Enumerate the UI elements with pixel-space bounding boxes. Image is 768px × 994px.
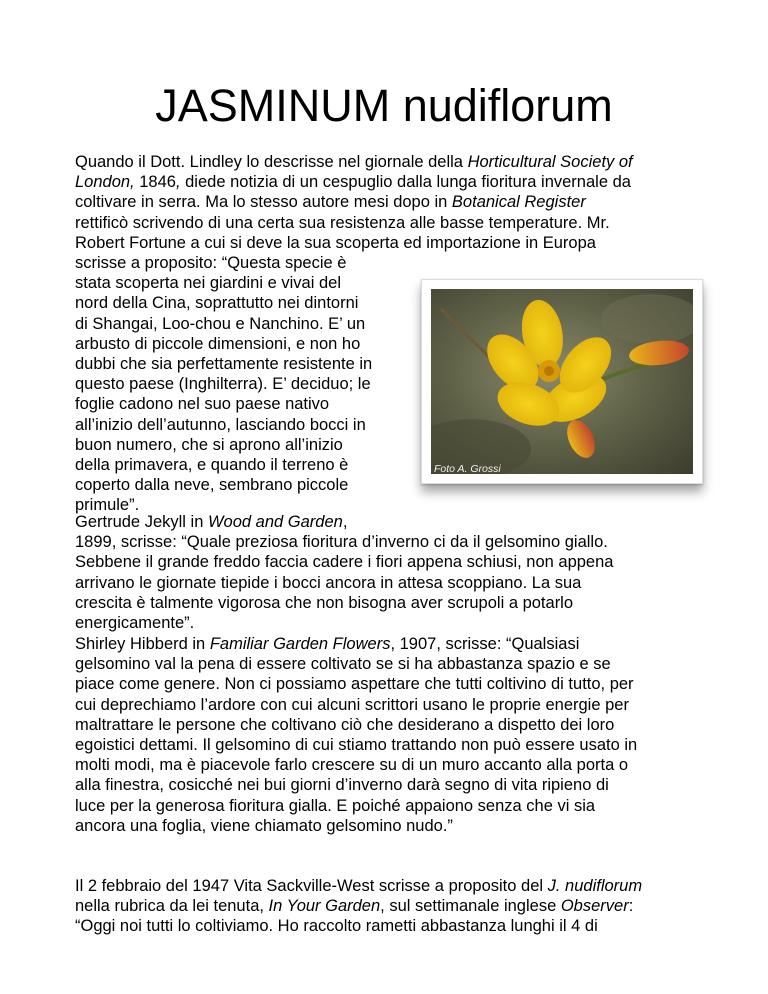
text-line [75, 634, 637, 654]
text-segment: Familiar Garden Flowers [209, 635, 391, 653]
text-line [75, 715, 637, 735]
text-segment: Gertrude Jekyll in [75, 513, 208, 531]
text-line [75, 735, 637, 755]
text-segment: buon numero, che si aprono all’inizio [75, 435, 343, 454]
text-segment: arrivano le giornate tiepide i bocci ancora in attesa scoppiano. La sua [75, 573, 582, 592]
text-segment: arbusto di piccole dimensioni, e non ho [75, 334, 361, 353]
page-title: JASMINUM nudiflorum [155, 80, 613, 131]
text-segment: primule”. [75, 496, 140, 515]
text-line [75, 253, 633, 273]
text-segment: stata scoperta nei giardini e vivai del [75, 274, 341, 293]
text-segment: Shirley Hibberd in [75, 635, 210, 653]
text-segment: all’inizio dell’autunno, lasciando bocci in [75, 415, 366, 434]
text-line [75, 876, 642, 896]
jasmine-photo-frame [421, 279, 703, 484]
text-segment: energicamente”. [75, 614, 195, 633]
text-segment: “Oggi noi tutti lo coltiviamo. Ho raccolto rametti abbastanza lunghi il 4 di [75, 917, 598, 936]
text-segment: Observer [560, 897, 629, 916]
text-line [75, 573, 613, 593]
text-segment: 1899, scrisse: “Quale preziosa fioritura d’inverno ci da il gelsomino giallo. [75, 533, 608, 552]
text-line [75, 916, 642, 936]
text-line [75, 552, 613, 572]
text-line [75, 593, 613, 613]
text-line [75, 152, 633, 172]
text-segment: Quando il Dott. Lindley lo descrisse nel giornale della [75, 153, 468, 171]
text-segment: , 1907, scrisse: “Qualsiasi [390, 635, 580, 653]
text-segment: coperto dalla neve, sembrano piccole [75, 476, 349, 495]
text-segment: alla finestra, cosicché nei bui giorni d’inverno darà segno di vita ripieno di [75, 776, 609, 795]
text-segment: gelsomino val la pena di essere coltivato se si ha abbastanza spazio e se [75, 655, 611, 674]
text-segment: coltivare in serra. Ma lo stesso autore mesi dopo in [75, 193, 452, 212]
text-line [75, 512, 613, 532]
text-segment: questo paese (Inghilterra). E’ deciduo; le [75, 375, 371, 394]
text-segment: diede notizia di un cespuglio dalla lunga fioritura invernale da [180, 173, 631, 192]
text-segment: nord della Cina, soprattutto nei dintorni [75, 294, 359, 313]
text-line [75, 816, 637, 836]
paragraph-sackville-west [75, 876, 642, 937]
text-line [75, 613, 613, 633]
text-segment: J. nudiflorum [547, 877, 643, 895]
text-line [75, 654, 637, 674]
text-segment: Robert Fortune a cui si deve la sua scoperta ed importazione in Europa [75, 233, 596, 252]
text-segment: nella rubrica da lei tenuta, [75, 897, 269, 916]
text-line [75, 532, 613, 552]
text-segment: , sul settimanale inglese [380, 897, 561, 916]
text-line [75, 172, 633, 192]
text-segment: In Your Garden [268, 897, 381, 916]
text-segment: dubbi che sia perfettamente resistente in [75, 355, 373, 374]
text-segment: : [628, 897, 634, 916]
text-segment: egoistici dettami. Il gelsomino di cui stiamo trattando non può essere usato in [75, 736, 638, 755]
text-segment: rettificò scrivendo di una certa sua resistenza alle basse temperature. Mr. [75, 213, 610, 232]
text-segment: , [175, 173, 181, 192]
text-segment: London, [75, 173, 135, 192]
paragraph-hibberd [75, 634, 637, 836]
text-segment: molti modi, ma è piacevole farlo crescere su di un muro accanto alla porta o [75, 756, 629, 775]
text-line [75, 796, 637, 816]
text-line [75, 695, 637, 715]
jasmine-flower-photo [431, 289, 693, 474]
text-line [75, 755, 637, 775]
text-segment: Il 2 febbraio del 1947 Vita Sackville-West scrisse a proposito del [75, 877, 548, 895]
paragraph-jekyll [75, 512, 613, 633]
text-segment: Horticultural Society of [467, 153, 633, 171]
text-segment: 1846 [134, 173, 176, 192]
text-segment: maltrattare le persone che coltivano ciò che desiderano a dispetto dei loro [75, 715, 615, 734]
text-line [75, 896, 642, 916]
text-segment: di Shangai, Loo-chou e Nanchino. E’ un [75, 314, 366, 333]
text-segment: Wood and Garden [207, 513, 343, 531]
text-segment: Botanical Register [451, 193, 586, 212]
text-segment: piace come genere. Non ci possiamo aspettare che tutti coltivino di tutto, per [75, 675, 634, 694]
text-line [75, 775, 637, 795]
text-line [75, 213, 633, 233]
photo-credit: Foto A. Grossi [434, 463, 501, 475]
text-segment: cui deprechiamo l’ardore con cui alcuni scrittori usano le proprie energie per [75, 695, 629, 714]
text-segment: luce per la generosa fioritura gialla. E poiché appaiono senza che vi sia [75, 796, 596, 815]
text-segment: scrisse a proposito: “Questa specie è [75, 254, 347, 273]
text-line [75, 233, 633, 253]
text-segment: ancora una foglia, viene chiamato gelsomino nudo.” [75, 816, 453, 835]
text-segment: Sebbene il grande freddo faccia cadere i fiori appena schiusi, non appena [75, 553, 614, 572]
text-segment: crescita è talmente vigorosa che non bisogna aver scrupoli a potarlo [75, 593, 574, 612]
text-segment: foglie cadono nel suo paese nativo [75, 395, 330, 414]
text-line [75, 192, 633, 212]
text-segment: , [342, 513, 348, 531]
text-line [75, 674, 637, 694]
text-segment: della primavera, e quando il terreno è [75, 456, 349, 475]
